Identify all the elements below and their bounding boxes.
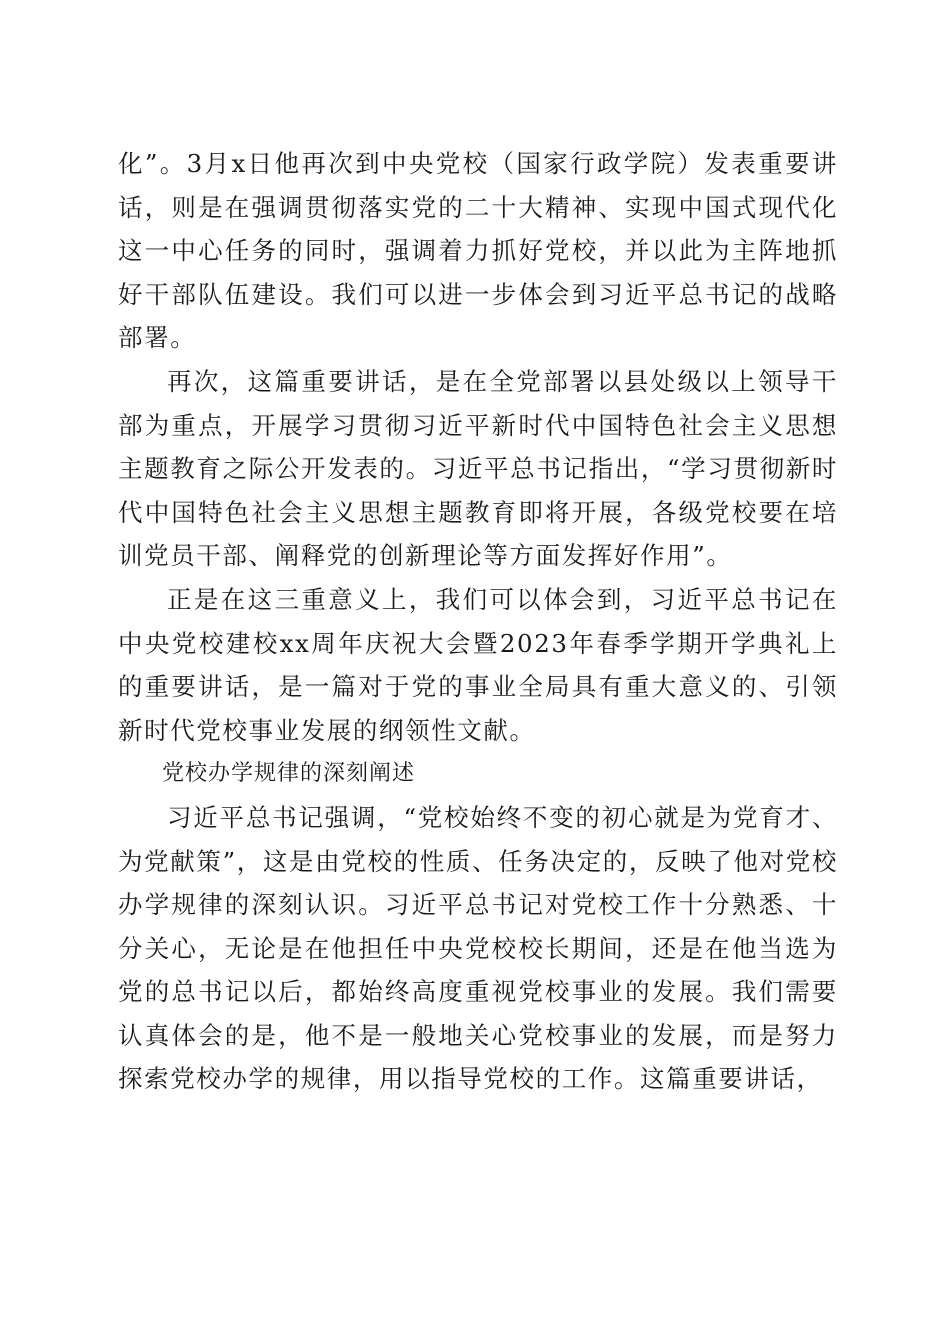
paragraph-significance: 正是在这三重意义上，我们可以体会到，习近平总书记在中央党校建校xx周年庆祝大会暨2023年春季学期开学典礼上的重要讲话，是一篇对于党的事业全局具有重大意义的、引领新时代党校事业发展的纲领性文献。 — [118, 584, 838, 745]
paragraph-continuation: 化”。3月x日他再次到中央党校（国家行政学院）发表重要讲话，则是在强调贯彻落实党的二十大精神、实现中国式现代化这一中心任务的同时，强调着力抓好党校，并以此为主阵地抓好干部队伍建设。我们可以进一步体会到习近平总书记的战略部署。 — [118, 149, 838, 353]
document-body — [118, 142, 838, 1101]
section-heading: 党校办学规律的深刻阐述 — [162, 761, 416, 787]
paragraph-again: 再次，这篇重要讲话，是在全党部署以县处级以上领导干部为重点，开展学习贯彻习近平新时代中国特色社会主义思想主题教育之际公开发表的。习近平总书记指出，“学习贯彻新时代中国特色社会主义思想主题教育即将开展，各级党校要在培训党员干部、阐释党的创新理论等方面发挥好作用”。 — [118, 366, 838, 571]
paragraph-party-school: 习近平总书记强调，“党校始终不变的初心就是为党育才、为党献策”，这是由党校的性质、任务决定的，反映了他对党校办学规律的深刻认识。习近平总书记对党校工作十分熟悉、十分关心，无论是在他担任中央党校校长期间，还是在他当选为党的总书记以后，都始终高度重视党校事业的发展。我们需要认真体会的是，他不是一般地关心党校事业的发展，而是努力探索党校办学的规律，用以指导党校的工作。这篇重要讲话， — [118, 802, 838, 1094]
